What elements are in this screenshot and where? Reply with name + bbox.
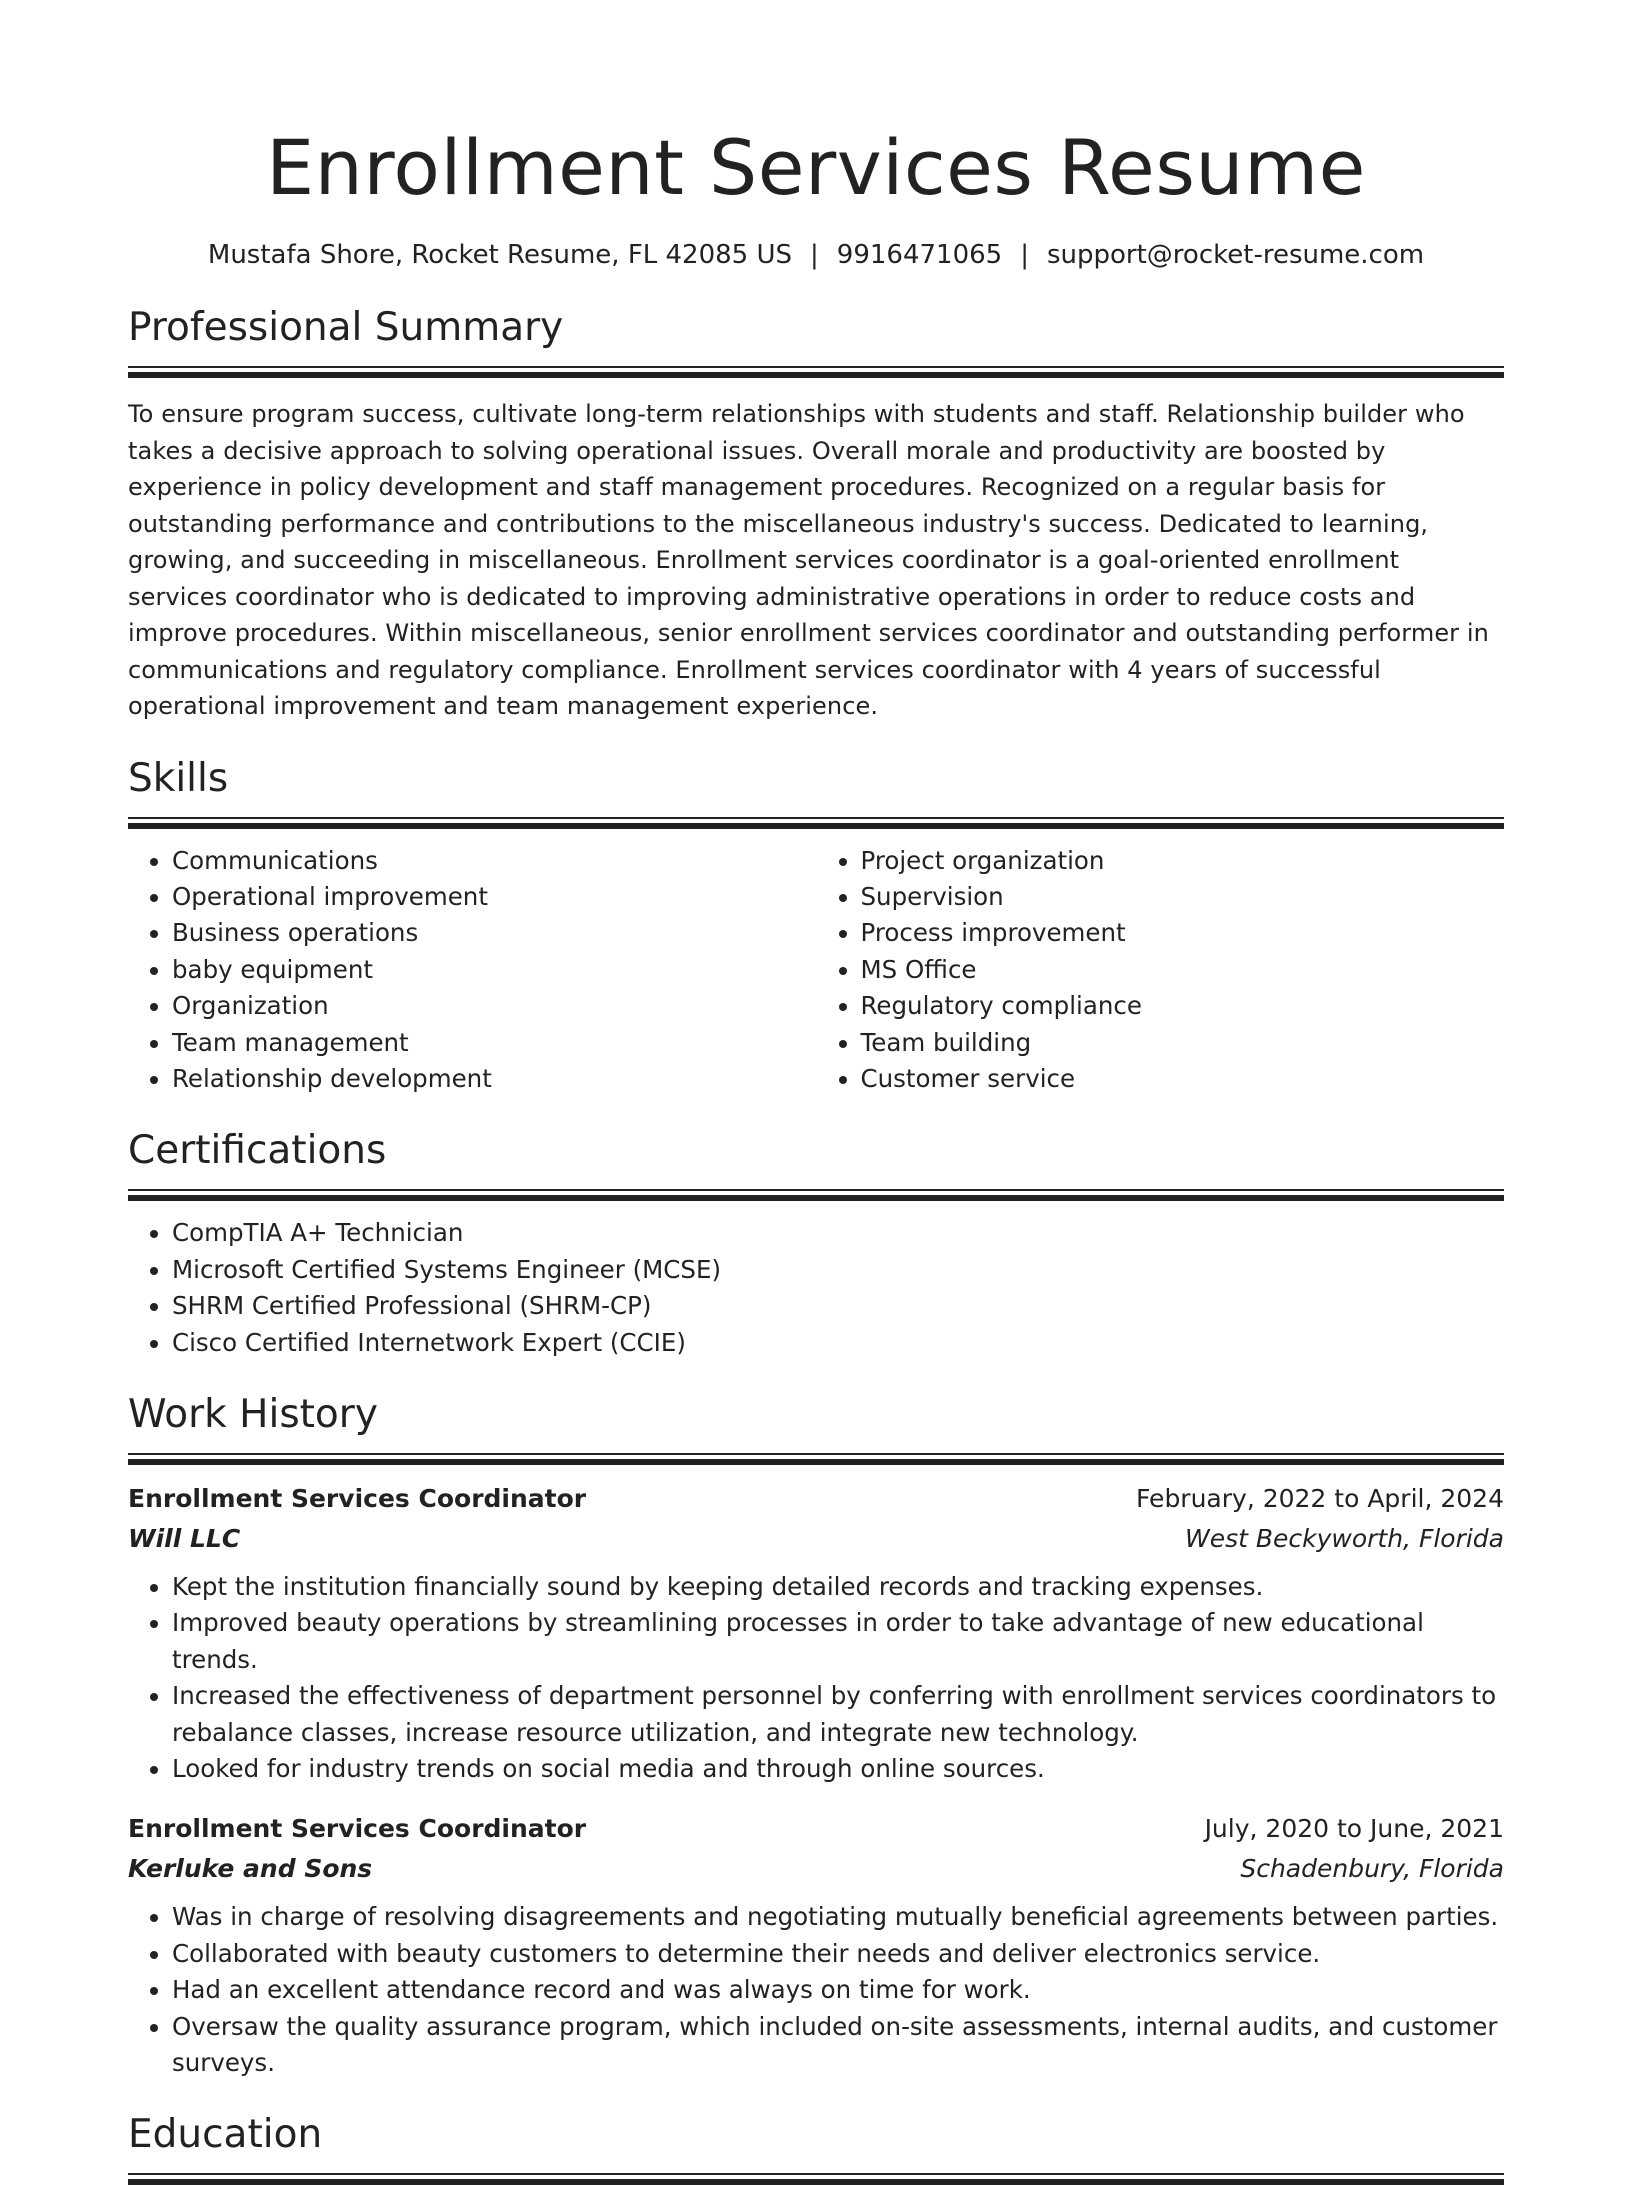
contact-phone: 9916471065 — [836, 240, 1003, 270]
section-divider — [128, 2173, 1504, 2185]
job-location: Schadenbury, Florida — [1240, 1854, 1504, 1884]
certifications-list — [128, 1215, 1504, 1361]
skill-item: • Team management — [172, 1025, 816, 1061]
education-heading: Education — [128, 2112, 323, 2158]
skill-item: • Relationship development — [172, 1061, 816, 1097]
job-header-row — [128, 1479, 1504, 1519]
job-company: Will LLC — [128, 1523, 241, 1553]
skills-right-list — [816, 843, 1505, 1098]
job-bullet: • Looked for industry trends on social media and through online sources. — [172, 1751, 1504, 1787]
skill-item: • baby equipment — [172, 952, 816, 988]
summary-text: To ensure program success, cultivate long-term relationships with students and staff. Relationship builder who takes a decisive approach to solving operational issues. Overall morale and productivity are boosted by experience in policy development and staff management procedures. Recognized on a regular basis for outstanding performance and contributions to the miscellaneous industry's success. Dedicated to learning, growing, and succeeding in miscellaneous. Enrollment services coordinator is a goal-oriented enrollment services coordinator who is dedicated to improving administrative operations in order to reduce costs and improve procedures. Within miscellaneous, senior enrollment services coordinator and outstanding performer in communications and regulatory compliance. Enrollment services coordinator with 4 years of successful operational improvement and team management experience. — [128, 400, 1489, 720]
job-bullet: • Increased the effectiveness of department personnel by conferring with enrollment services coordinators to rebalance classes, increase resource utilization, and integrate new technology. — [172, 1678, 1504, 1751]
job-entry — [128, 1479, 1504, 1787]
job-entry — [128, 1809, 1504, 2081]
job-company-row — [128, 1519, 1504, 1559]
work-history-heading: Work History — [128, 1391, 378, 1437]
section-divider — [128, 1453, 1504, 1465]
skill-item: • Operational improvement — [172, 879, 816, 915]
certification-item: • Microsoft Certified Systems Engineer (MCSE) — [172, 1252, 1504, 1288]
skill-item: • MS Office — [861, 952, 1505, 988]
skill-item: • Regulatory compliance — [861, 988, 1505, 1024]
job-bullet: • Oversaw the quality assurance program, which included on-site assessments, internal audits, and customer surveys. — [172, 2009, 1504, 2082]
certifications-section — [128, 1125, 1504, 1361]
job-bullet: • Kept the institution financially sound by keeping detailed records and tracking expenses. — [172, 1569, 1504, 1605]
skill-item: • Process improvement — [861, 915, 1505, 951]
job-dates: July, 2020 to June, 2021 — [1204, 1814, 1504, 1844]
skill-item: • Customer service — [861, 1061, 1505, 1097]
contact-email: support@rocket-resume.com — [1046, 240, 1425, 270]
job-bullet: • Had an excellent attendance record and was always on time for work. — [172, 1972, 1504, 2008]
job-company-row — [128, 1849, 1504, 1889]
skills-heading: Skills — [128, 755, 229, 801]
certifications-heading: Certifications — [128, 1128, 387, 1174]
job-company: Kerluke and Sons — [128, 1854, 373, 1884]
job-bullet: • Was in charge of resolving disagreements and negotiating mutually beneficial agreements between parties. — [172, 1899, 1504, 1935]
skill-item: • Project organization — [861, 843, 1505, 879]
summary-heading: Professional Summary — [128, 305, 564, 350]
section-divider — [128, 1189, 1504, 1201]
certification-item: • SHRM Certified Professional (SHRM-CP) — [172, 1288, 1504, 1324]
job-title: Enrollment Services Coordinator — [128, 1483, 587, 1513]
skills-section — [128, 753, 1504, 1098]
contact-address: Mustafa Shore, Rocket Resume, FL 42085 US — [207, 240, 793, 270]
resume-title: Enrollment Services Resume — [266, 123, 1366, 212]
job-location: West Beckyworth, Florida — [1184, 1523, 1504, 1553]
job-bullets — [128, 1899, 1504, 2081]
skills-columns — [128, 843, 1504, 1098]
contact-separator: | — [810, 240, 819, 270]
job-header-row — [128, 1809, 1504, 1849]
skill-item: • Communications — [172, 843, 816, 879]
section-divider — [128, 817, 1504, 829]
job-title: Enrollment Services Coordinator — [128, 1814, 587, 1844]
certification-item: • CompTIA A+ Technician — [172, 1215, 1504, 1251]
summary-section — [128, 302, 1504, 725]
contact-line — [128, 238, 1504, 272]
skills-left-list — [128, 843, 816, 1098]
skill-item: • Supervision — [861, 879, 1505, 915]
education-section — [128, 2109, 1504, 2185]
job-bullets — [128, 1569, 1504, 1787]
section-divider — [128, 366, 1504, 378]
job-bullet: • Improved beauty operations by streamlining processes in order to take advantage of new educational trends. — [172, 1605, 1504, 1678]
skill-item: • Organization — [172, 988, 816, 1024]
job-bullet: • Collaborated with beauty customers to determine their needs and deliver electronics service. — [172, 1936, 1504, 1972]
skill-item: • Business operations — [172, 915, 816, 951]
certification-item: • Cisco Certified Internetwork Expert (CCIE) — [172, 1325, 1504, 1361]
work-history-section — [128, 1389, 1504, 2081]
job-dates: February, 2022 to April, 2024 — [1136, 1483, 1504, 1513]
skill-item: • Team building — [861, 1025, 1505, 1061]
contact-separator: | — [1020, 240, 1029, 270]
